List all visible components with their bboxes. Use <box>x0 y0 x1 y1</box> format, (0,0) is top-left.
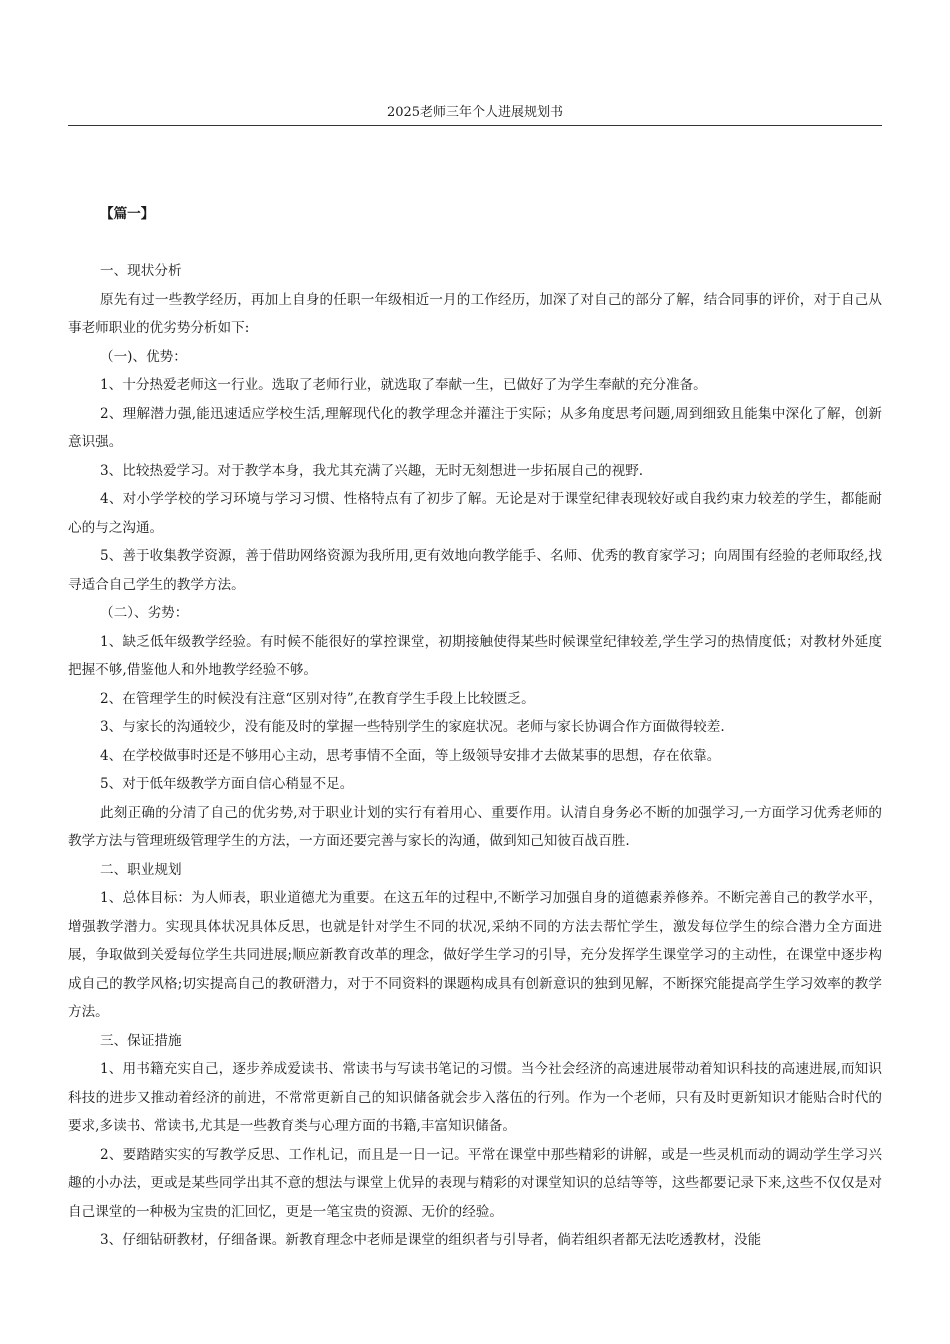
section-tag: 【篇一】 <box>100 206 155 222</box>
paragraph: 3、比较热爱学习。对于教学本身，我尤其充满了兴趣，无时无刻想进一步拓展自己的视野. <box>100 462 644 479</box>
paragraph-list <box>68 257 882 1255</box>
header-divider <box>68 125 882 126</box>
paragraph: 此刻正确的分清了自己的优劣势,对于职业计划的实行有着用心、重要作用。认清自身务必不断的加强学习,一方面学习优秀老师的教学方法与管理班级管理学生的方法，一方面还要完善与家长的沟通，做到知己知彼百战百胜. <box>68 804 882 849</box>
paragraph: 2、理解潜力强,能迅速适应学校生活,理解现代化的教学理念并灌注于实际；从多角度思考问题,周到细致且能集中深化了解，创新意识强。 <box>68 405 882 450</box>
paragraph: （二）、劣势： <box>100 605 189 621</box>
paragraph: 1、十分热爱老师这一行业。选取了老师行业，就选取了奉献一生，已做好了为学生奉献的充分准备。 <box>100 377 707 393</box>
paragraph: （一)、优势： <box>100 348 187 365</box>
paragraph: 4、对小学学校的学习环境与学习习惯、性格特点有了初步了解。无论是对于课堂纪律表现较好或自我约束力较差的学生，都能耐心的与之沟通。 <box>68 491 882 536</box>
paragraph: 5、善于收集教学资源，善于借助网络资源为我所用,更有效地向教学能手、名师、优秀的教育家学习；向周围有经验的老师取经,找寻适合自己学生的教学方法。 <box>68 548 882 593</box>
paragraph: 二、职业规划 <box>100 861 182 878</box>
paragraph: 1、缺乏低年级教学经验。有时候不能很好的掌控课堂，初期接触使得某些时候课堂纪律较差,学生学习的热情度低；对教材外延度把握不够,借鉴他人和外地教学经验不够。 <box>68 633 882 678</box>
paragraph: 2、要踏踏实实的写教学反思、工作札记，而且是一日一记。平常在课堂中那些精彩的讲解，或是一些灵机而动的调动学生学习兴趣的小办法，更或是某些同学出其不意的想法与课堂上优异的表现与精彩的对课堂知识的总结等等，这些都要记录下来,这些不仅仅是对自己课堂的一种极为宝贵的汇回忆，更是一笔宝贵的资源、无价的经验。 <box>68 1146 882 1220</box>
spacer <box>68 228 882 257</box>
page-header-title: 2025老师三年个人进展规划书 <box>386 105 564 120</box>
paragraph: 5、对于低年级教学方面自信心稍显不足。 <box>100 776 354 792</box>
document-body <box>68 200 882 1255</box>
paragraph: 4、在学校做事时还是不够用心主动，思考事情不全面，等上级领导安排才去做某事的思想，存在依靠。 <box>100 747 721 764</box>
paragraph: 3、仔细钻研教材，仔细备课。新教育理念中老师是课堂的组织者与引导者，倘若组织者都无法吃透教材，没能 <box>100 1232 762 1248</box>
paragraph: 三、保证措施 <box>100 1032 182 1049</box>
paragraph: 3、与家长的沟通较少，没有能及时的掌握一些特别学生的家庭状况。老师与家长协调合作方面做得较差. <box>100 719 725 735</box>
paragraph: 原先有过一些教学经历，再加上自身的任职一年级相近一月的工作经历，加深了对自己的部分了解，结合同事的评价，对于自己从事老师职业的优劣势分析如下: <box>68 291 882 336</box>
paragraph: 一、现状分析 <box>100 263 182 279</box>
paragraph: 1、总体目标：为人师表，职业道德尤为重要。在这五年的过程中,不断学习加强自身的道德素养修养。不断完善自己的教学水平，增强教学潜力。实现具体状况具体反思，也就是针对学生不同的状况,采纳不同的方法去帮忙学生，激发每位学生的综合潜力全方面进展，争取做到关爱每位学生共同进展;顺应新教育改革的理念，做好学生学习的引导，充分发挥学生课堂学习的主动性，在课堂中逐步构成自己的教学风格;切实提高自己的教研潜力，对于不同资料的课题构成具有创新意识的独到见解，不断探究能提高学生学习效率的教学方法。 <box>68 890 882 1020</box>
paragraph: 2、在管理学生的时候没有注意“区别对待”,在教育学生手段上比较匮乏。 <box>100 690 535 707</box>
paragraph: 1、用书籍充实自己，逐步养成爱读书、常读书与写读书笔记的习惯。当今社会经济的高速进展带动着知识科技的高速进展,而知识科技的进步又推动着经济的前进，不常常更新自己的知识储备就会步入落伍的行列。作为一个老师，只有及时更新知识才能贴合时代的要求,多读书、常读书,尤其是一些教育类与心理方面的书籍,丰富知识储备。 <box>68 1061 882 1134</box>
